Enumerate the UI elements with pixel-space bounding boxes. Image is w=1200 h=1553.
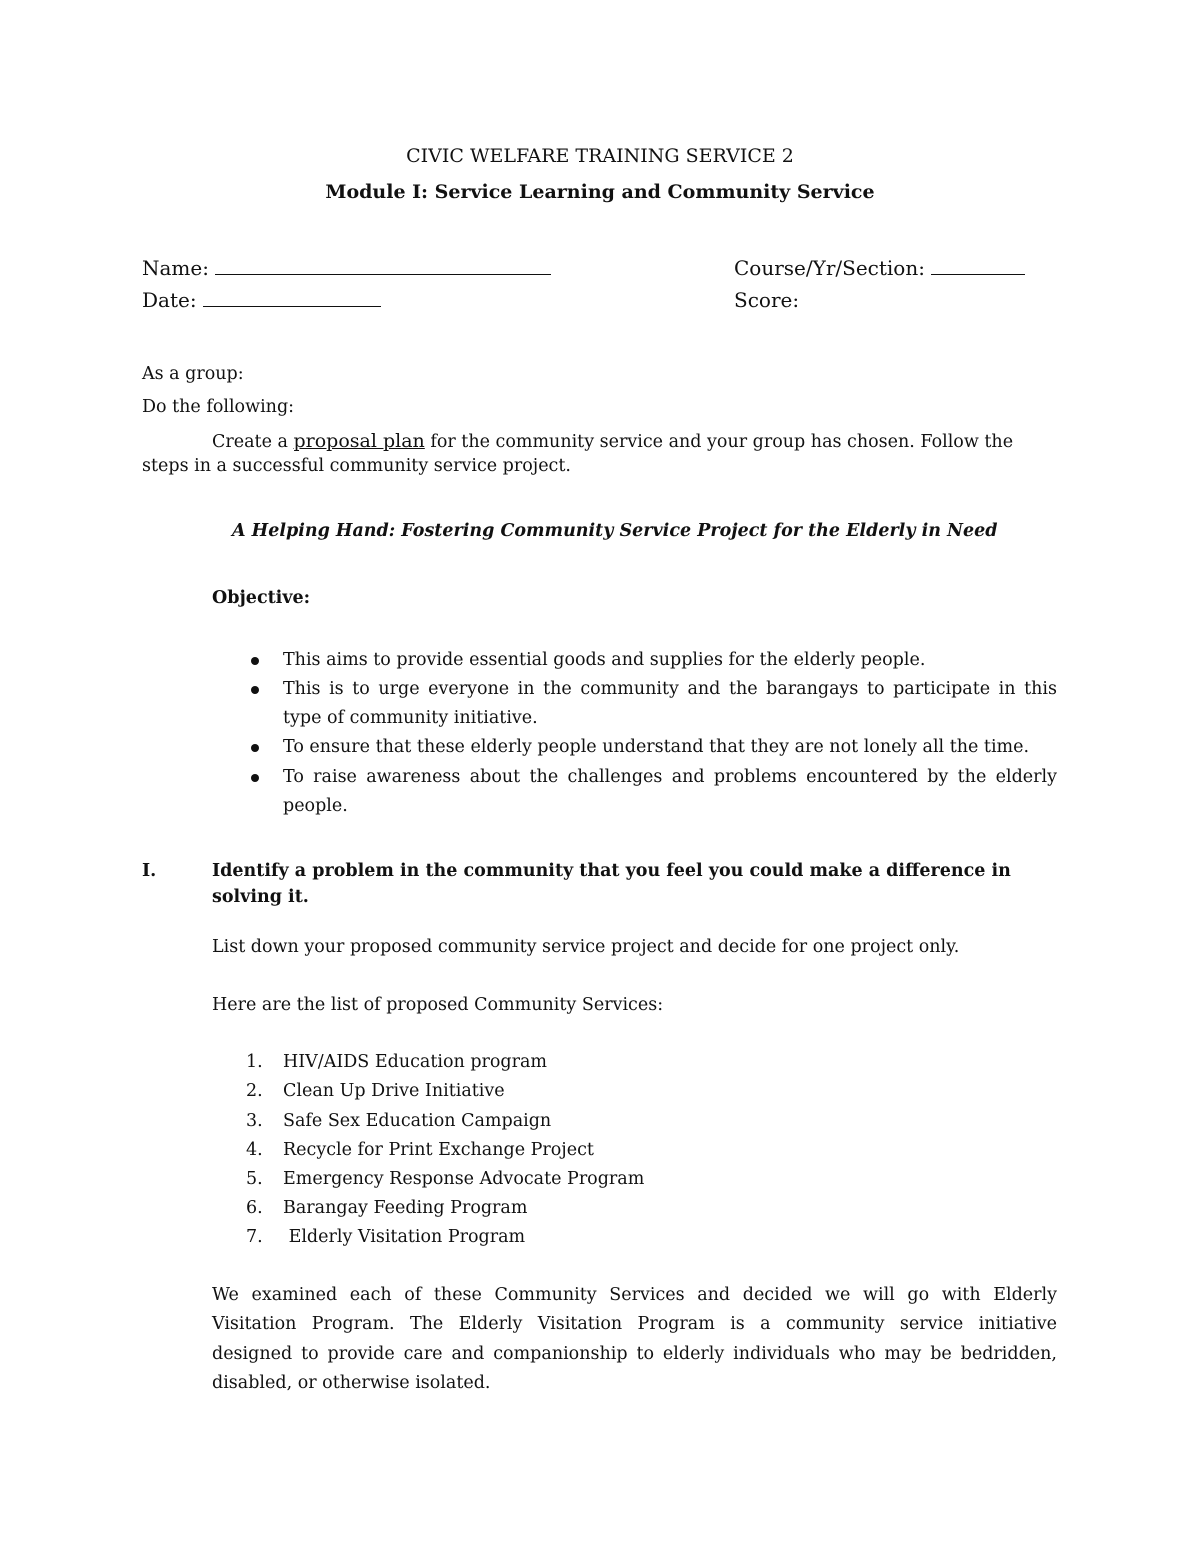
date-blank-line	[203, 288, 381, 307]
conclusion-line-4: disabled, or otherwise isolated.	[212, 1373, 491, 1393]
para-text-start: Create a	[212, 432, 294, 452]
project-title: A Helping Hand: Fostering Community Service Project for the Elderly in Need	[232, 521, 998, 541]
objective-bullet-2-line1: This is to urge everyone in the community and the barangays to participate in this	[283, 679, 1057, 699]
list-item-1: HIV/AIDS Education program	[283, 1052, 548, 1072]
list-number-7: 7.	[246, 1227, 263, 1247]
list-item-6: Barangay Feeding Program	[283, 1198, 528, 1218]
objective-bullet-4-line2: people.	[283, 796, 348, 816]
section-heading-line2: solving it.	[212, 887, 309, 907]
list-item-4: Recycle for Print Exchange Project	[283, 1140, 594, 1160]
list-number-4: 4.	[246, 1140, 263, 1160]
instruction-paragraph-line1	[212, 430, 1013, 452]
course-section-blank-line	[931, 256, 1025, 275]
list-number-5: 5.	[246, 1169, 263, 1189]
instruction-group: As a group:	[142, 364, 244, 384]
conclusion-line-1: We examined each of these Community Services and decided we will go with Elderly	[212, 1285, 1057, 1305]
conclusion-line-3: designed to provide care and companionship to elderly individuals who may be bedridden,	[212, 1344, 1057, 1364]
objective-bullet-4-line1: To raise awareness about the challenges and problems encountered by the elderly	[283, 767, 1057, 787]
para-text-rest: for the community service and your group has chosen. Follow the	[424, 432, 1014, 452]
section-numeral: I.	[142, 861, 157, 881]
objective-bullet-1: This aims to provide essential goods and supplies for the elderly people.	[283, 650, 926, 670]
date-field	[142, 288, 381, 312]
name-field	[142, 256, 551, 280]
proposal-plan-underlined: proposal plan	[293, 430, 425, 452]
instruction-do: Do the following:	[142, 397, 295, 417]
list-number-3: 3.	[246, 1111, 263, 1131]
instruction-paragraph-line2: steps in a successful community service project.	[142, 456, 571, 476]
bullet-dot-2	[251, 686, 259, 694]
list-number-2: 2.	[246, 1081, 263, 1101]
list-number-6: 6.	[246, 1198, 263, 1218]
list-item-5: Emergency Response Advocate Program	[283, 1169, 645, 1189]
section-heading-line1: Identify a problem in the community that you feel you could make a difference in	[212, 861, 1011, 881]
name-blank-line	[215, 256, 551, 275]
list-number-1: 1.	[246, 1052, 263, 1072]
bullet-dot-1	[251, 657, 259, 665]
conclusion-line-2: Visitation Program. The Elderly Visitation Program is a community service initiative	[212, 1314, 1057, 1334]
objective-bullet-3: To ensure that these elderly people understand that they are not lonely all the time.	[283, 737, 1030, 757]
course-section-field	[734, 256, 1025, 280]
list-item-7: Elderly Visitation Program	[283, 1227, 526, 1247]
score-label: Score:	[734, 288, 800, 312]
module-title: Module I: Service Learning and Community Service	[325, 181, 875, 203]
date-label: Date:	[142, 288, 197, 312]
list-instruction: List down your proposed community service project and decide for one project only.	[212, 937, 960, 957]
course-title: CIVIC WELFARE TRAINING SERVICE 2	[406, 145, 794, 167]
bullet-dot-4	[251, 774, 259, 782]
list-item-2: Clean Up Drive Initiative	[283, 1081, 505, 1101]
objective-label: Objective:	[212, 588, 311, 608]
objective-bullet-2-line2: type of community initiative.	[283, 708, 538, 728]
name-label: Name:	[142, 256, 209, 280]
list-item-3: Safe Sex Education Campaign	[283, 1111, 552, 1131]
bullet-dot-3	[251, 744, 259, 752]
course-section-label: Course/Yr/Section:	[734, 256, 925, 280]
list-intro: Here are the list of proposed Community Services:	[212, 995, 664, 1015]
